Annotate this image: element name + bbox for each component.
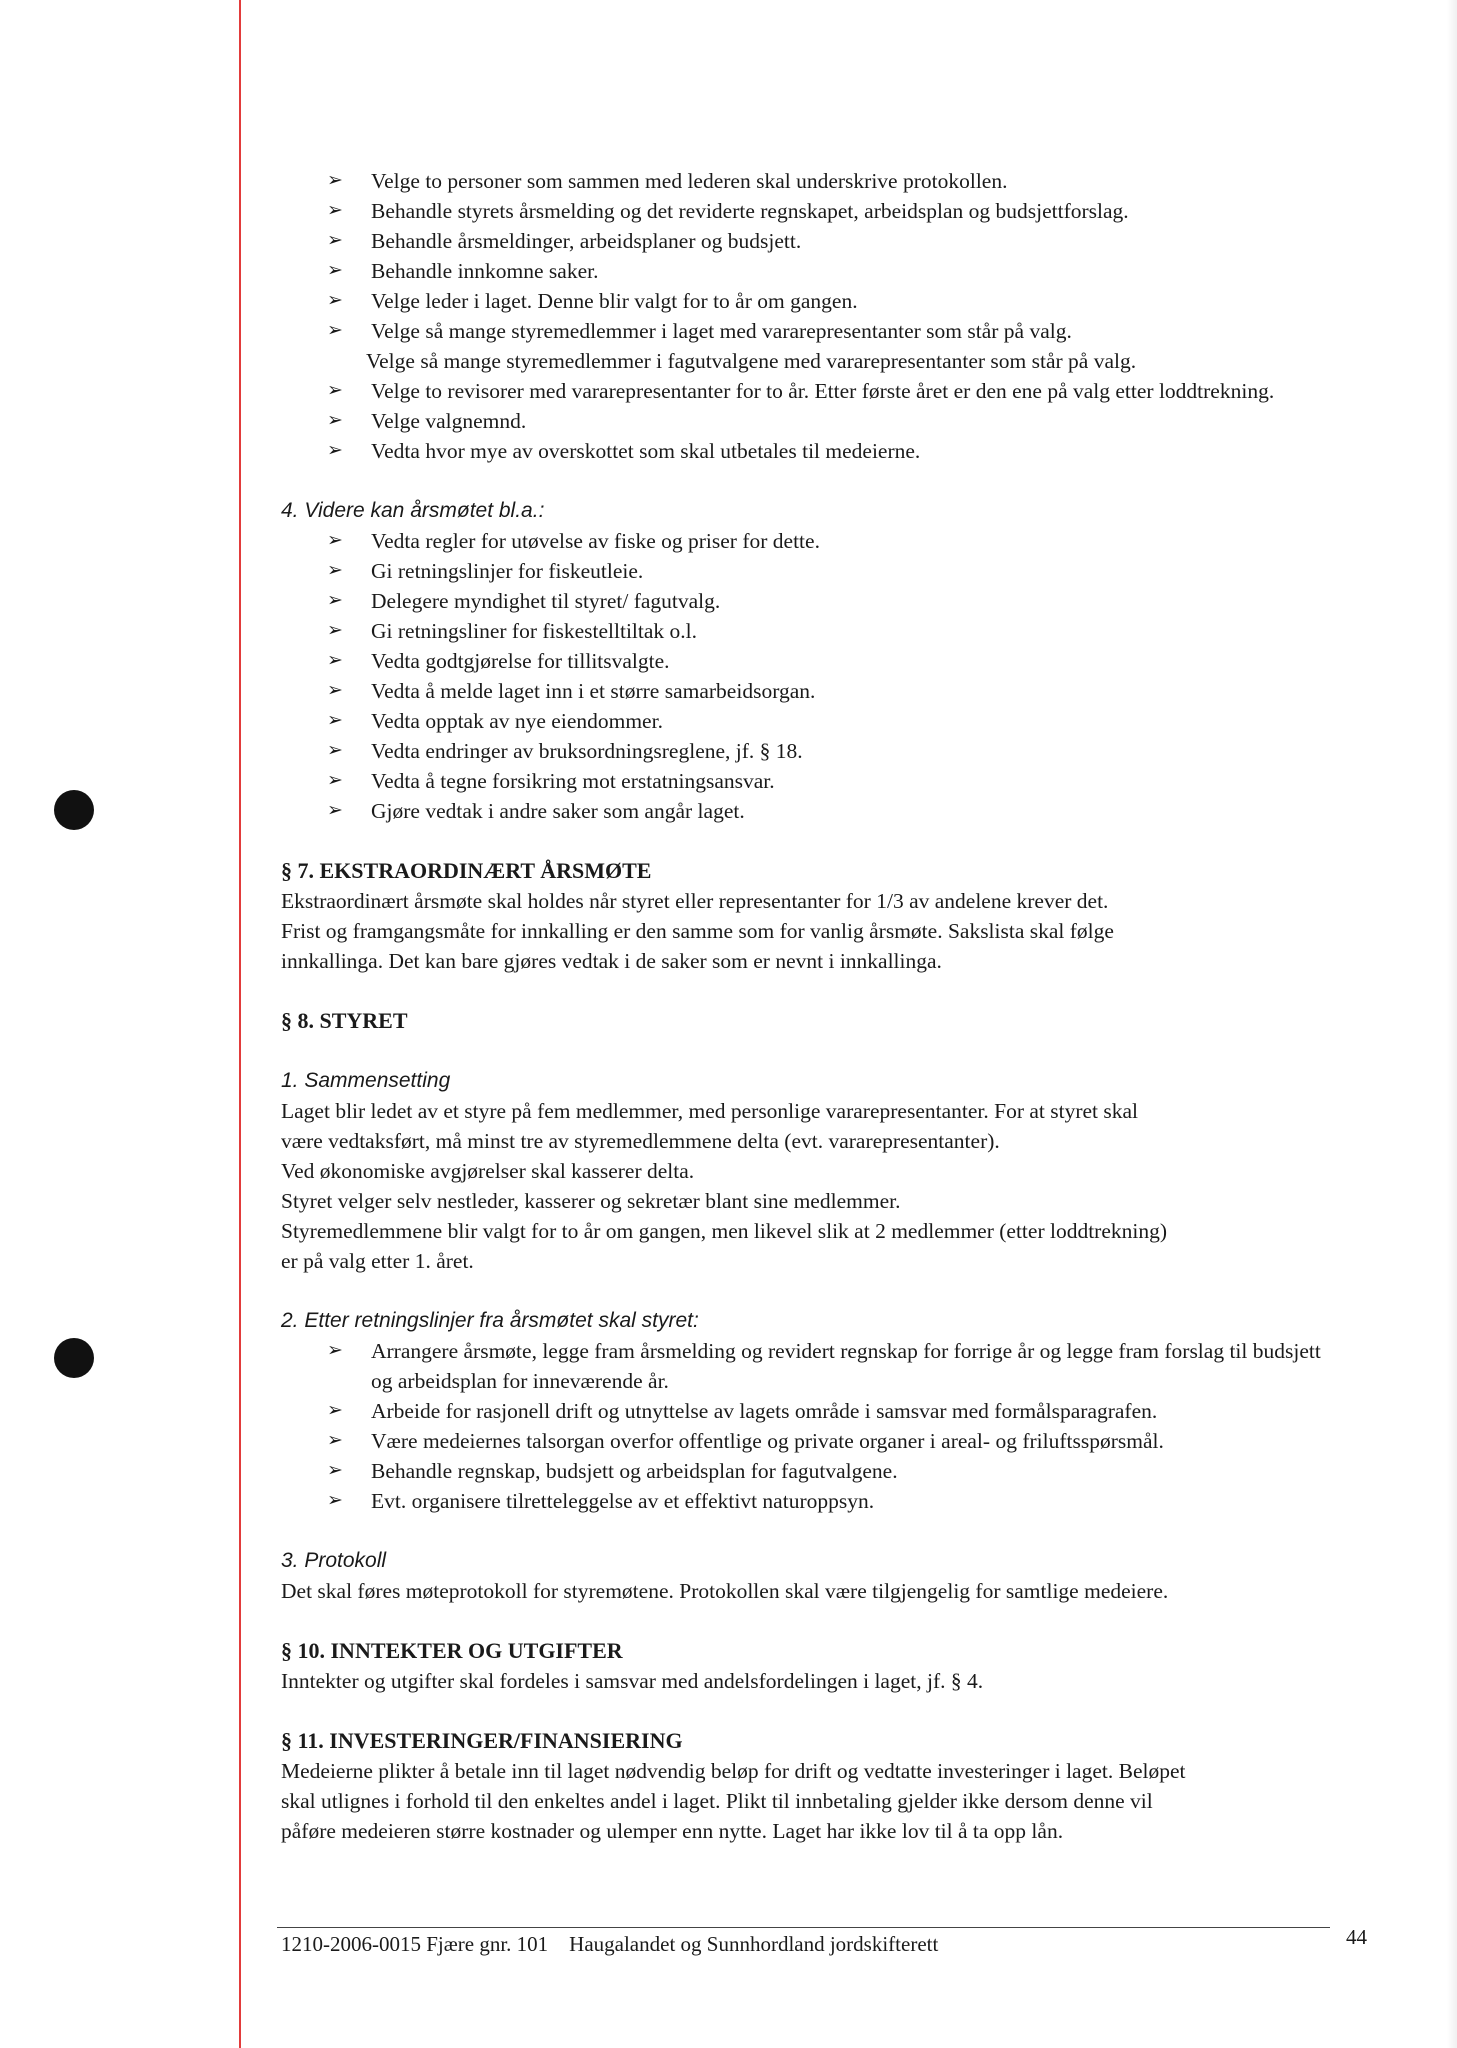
list-item: ➢ Vedta hvor mye av overskottet som skal utbetales til medeierne. [281, 436, 1381, 466]
bullet-arrow-icon: ➢ [327, 230, 343, 251]
list-item: ➢ Være medeiernes talsorgan overfor offentlige og private organer i areal- og friluftsspørsmål. [281, 1426, 1381, 1456]
list-item: ➢ Arrangere årsmøte, legge fram årsmelding og revidert regnskap for forrige år og legge fram forslag til budsjett og arbeidsplan for inneværende år. [281, 1336, 1381, 1396]
list-item: ➢ Behandle regnskap, budsjett og arbeidsplan for fagutvalgene. [281, 1456, 1381, 1486]
list-item: ➢ Delegere myndighet til styret/ fagutvalg. [281, 586, 1381, 616]
footer-text [281, 1932, 938, 1957]
list-item: ➢ Vedta å tegne forsikring mot erstatningsansvar. [281, 766, 1381, 796]
bullet-arrow-icon: ➢ [327, 590, 343, 611]
footer-rule [277, 1927, 1330, 1928]
list-item: ➢ Vedta endringer av bruksordningsreglene, jf. § 18. [281, 736, 1381, 766]
footer-court: Haugalandet og Sunnhordland jordskifterett [569, 1932, 939, 1956]
paragraph-s11: Medeierne plikter å betale inn til laget nødvendig beløp for drift og vedtatte investeringer i laget. Beløpet skal utlignes i forhold til den enkeltes andel i laget. Plikt til innbetaling gjelder ikke dersom denne vil påføre medeieren større kostnader og ulemper enn nytte. Laget har ikke lov til å ta opp lån. [281, 1759, 1186, 1843]
bullet-arrow-icon: ➢ [327, 530, 343, 551]
bullet-arrow-icon: ➢ [327, 260, 343, 281]
section-heading-8: § 8. STYRET [281, 1008, 408, 1033]
page-number: 44 [1346, 1925, 1367, 1949]
list-item: ➢ Vedta godtgjørelse for tillitsvalgte. [281, 646, 1381, 676]
subheading-sammensetting: 1. Sammensetting [281, 1069, 451, 1092]
bullet-arrow-icon: ➢ [327, 200, 343, 221]
bullet-arrow-icon: ➢ [327, 800, 343, 821]
bullet-arrow-icon: ➢ [327, 440, 343, 461]
list-item: ➢ Vedta opptak av nye eiendommer. [281, 706, 1381, 736]
bullet-arrow-icon: ➢ [327, 290, 343, 311]
bullet-arrow-icon: ➢ [327, 620, 343, 641]
paragraph-s7: Ekstraordinært årsmøte skal holdes når styret eller representanter for 1/3 av andelene krever det. Frist og framgangsmåte for innkalling er den samme som for vanlig årsmøte. Sakslista skal følge innkallinga. Det kan bare gjøres vedtak i de saker som er nevnt i innkallinga. [281, 889, 1114, 973]
bullet-arrow-icon: ➢ [327, 650, 343, 671]
bullet-arrow-icon: ➢ [327, 1400, 343, 1421]
paragraph-s8: Laget blir ledet av et styre på fem medlemmer, med personlige vararepresentanter. For at styret skal være vedtaksført, må minst tre av styremedlemmene delta (evt. vararepresentanter). Ved økonomiske avgjørelser skal kasserer delta. Styret velger selv nestleder, kasserer og sekretær blant sine medlemmer. Styremedlemmene blir valgt for to år om gangen, men likevel slik at 2 medlemmer (etter loddtrekning) er på valg etter 1. året. [281, 1099, 1168, 1273]
list-item: ➢ Velge så mange styremedlemmer i laget med vararepresentanter som står på valg. [281, 316, 1381, 346]
list-item: ➢ Arbeide for rasjonell drift og utnyttelse av lagets område i samsvar med formålsparagrafen. [281, 1396, 1381, 1426]
bullet-list-videre [281, 526, 1381, 826]
bullet-list-styret [281, 1336, 1381, 1516]
bullet-arrow-icon: ➢ [327, 560, 343, 581]
page-edge-shadow [1447, 0, 1457, 2048]
list-item: ➢ Velge leder i laget. Denne blir valgt for to år om gangen. [281, 286, 1381, 316]
list-item: ➢ Evt. organisere tilretteleggelse av et effektivt naturoppsyn. [281, 1486, 1381, 1516]
list-item: ➢ Velge to revisorer med vararepresentanter for to år. Etter første året er den ene på valg etter loddtrekning. [281, 376, 1381, 406]
paragraph-protokoll: Det skal føres møteprotokoll for styremøtene. Protokollen skal være tilgjengelig for samtlige medeiere. [281, 1579, 1169, 1603]
bullet-list-a [281, 166, 1381, 466]
section-heading-7: § 7. EKSTRAORDINÆRT ÅRSMØTE [281, 858, 652, 883]
bullet-arrow-icon: ➢ [327, 170, 343, 191]
list-item: ➢ Behandle årsmeldinger, arbeidsplaner og budsjett. [281, 226, 1381, 256]
list-item: ➢ Gi retningslinjer for fiskeutleie. [281, 556, 1381, 586]
list-item: ➢ Vedta å melde laget inn i et større samarbeidsorgan. [281, 676, 1381, 706]
list-item: ➢ Behandle styrets årsmelding og det reviderte regnskapet, arbeidsplan og budsjettforslag. [281, 196, 1381, 226]
bullet-arrow-icon: ➢ [327, 1460, 343, 1481]
subheading-retningslinjer: 2. Etter retningslinjer fra årsmøtet skal styret: [281, 1309, 699, 1332]
list-item: ➢ Vedta regler for utøvelse av fiske og priser for dette. [281, 526, 1381, 556]
bullet-arrow-icon: ➢ [327, 710, 343, 731]
subheading-videre: 4. Videre kan årsmøtet bl.a.: [281, 499, 545, 522]
list-item: ➢ Gjøre vedtak i andre saker som angår laget. [281, 796, 1381, 826]
margin-rule [239, 0, 241, 2048]
punch-hole-bottom [54, 1338, 94, 1378]
bullet-arrow-icon: ➢ [327, 1430, 343, 1451]
bullet-arrow-icon: ➢ [327, 380, 343, 401]
list-continuation: Velge så mange styremedlemmer i fagutvalgene med vararepresentanter som står på valg. [366, 349, 1137, 373]
bullet-arrow-icon: ➢ [327, 320, 343, 341]
bullet-arrow-icon: ➢ [327, 740, 343, 761]
subheading-protokoll: 3. Protokoll [281, 1549, 387, 1572]
bullet-arrow-icon: ➢ [327, 770, 343, 791]
paragraph-s10: Inntekter og utgifter skal fordeles i samsvar med andelsfordelingen i laget, jf. § 4. [281, 1669, 984, 1693]
list-item: ➢ Velge valgnemnd. [281, 406, 1381, 436]
bullet-arrow-icon: ➢ [327, 1490, 343, 1511]
section-heading-10: § 10. INNTEKTER OG UTGIFTER [281, 1638, 623, 1663]
punch-hole-top [54, 790, 94, 830]
list-item: ➢ Gi retningsliner for fiskestelltiltak o.l. [281, 616, 1381, 646]
footer-case: 1210-2006-0015 Fjære gnr. 101 [281, 1932, 549, 1956]
bullet-arrow-icon: ➢ [327, 410, 343, 431]
list-item: ➢ Velge to personer som sammen med lederen skal underskrive protokollen. [281, 166, 1381, 196]
document-body [281, 166, 1381, 1846]
bullet-arrow-icon: ➢ [327, 1340, 343, 1361]
section-heading-11: § 11. INVESTERINGER/FINANSIERING [281, 1728, 683, 1753]
bullet-arrow-icon: ➢ [327, 680, 343, 701]
list-item: ➢ Behandle innkomne saker. [281, 256, 1381, 286]
